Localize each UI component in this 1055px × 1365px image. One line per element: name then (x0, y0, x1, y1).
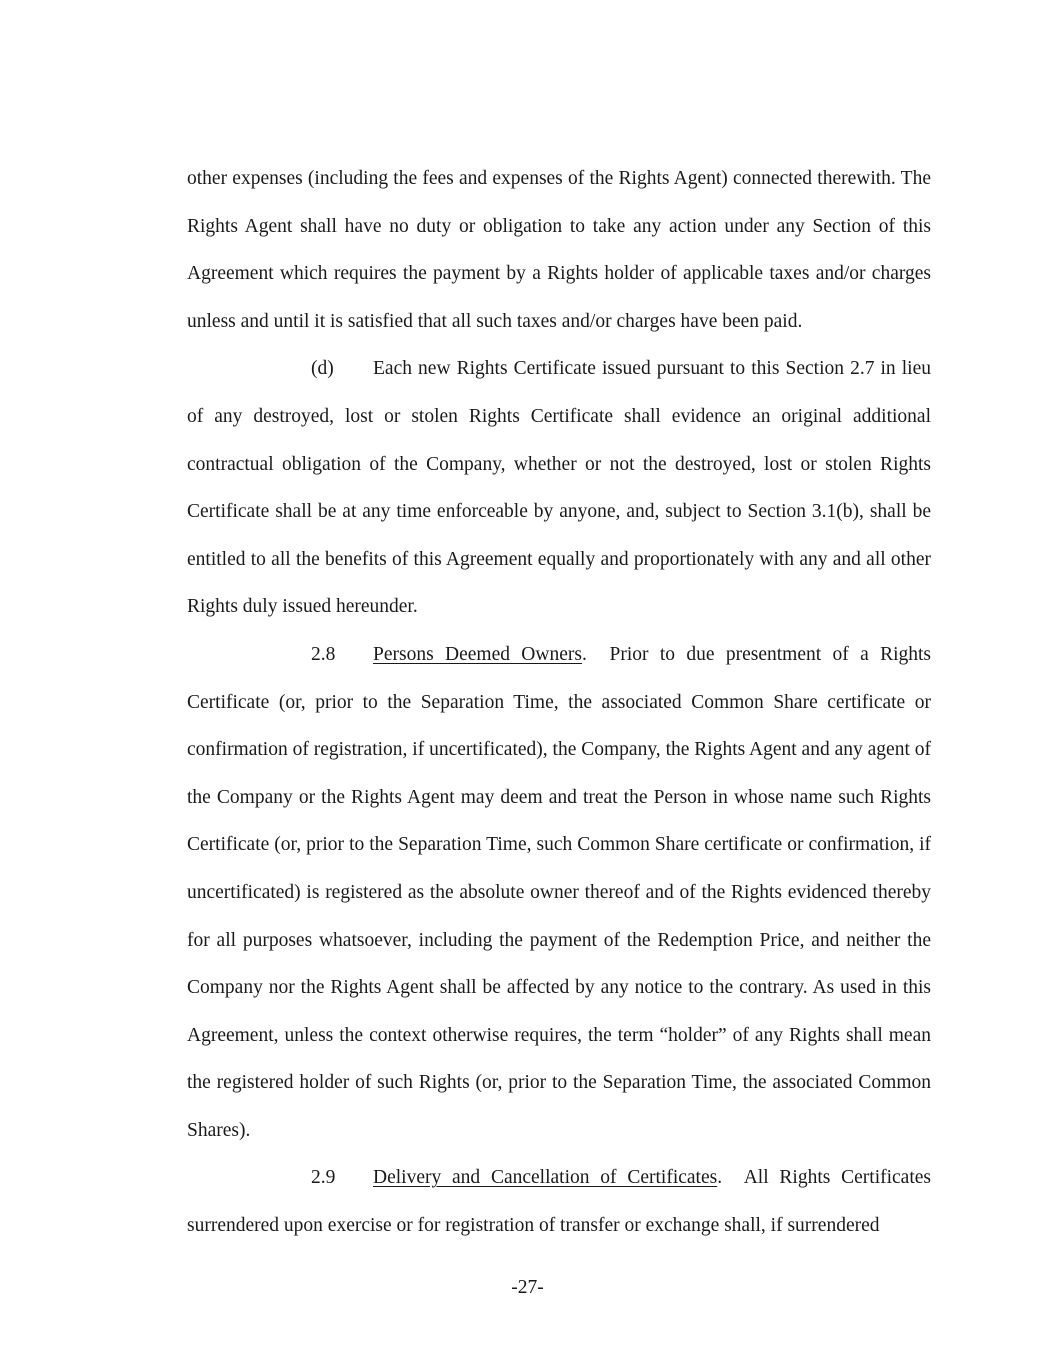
paragraph-d (187, 345, 931, 631)
section-heading: Persons Deemed Owners (373, 643, 582, 665)
paragraph-text: All Rights Certificates surrendered upon exercise or for registration of transfer or exchange shall, if surrendered (187, 1167, 931, 1237)
paragraph-text: Prior to due presentment of a Rights Certificate (or, prior to the Separation Time, the associated Common Share certificate or confirmation of registration, if uncertificated), the Company, the Rights Agent and any agent of the Company or the Rights Agent may deem and treat the Person in whose name such Rights Certificate (or, prior to the Separation Time, such Common Share certificate or confirmation, if uncertificated) is registered as the absolute owner thereof and of the Rights evidenced thereby for all purposes whatsoever, including the payment of the Redemption Price, and neither the Company nor the Rights Agent shall be affected by any notice to the contrary. As used in this Agreement, unless the context otherwise requires, the term “holder” of any Rights shall mean the registered holder of such Rights (or, prior to the Separation Time, the associated Common Shares). (187, 643, 932, 1141)
section-2-8 (187, 631, 931, 1155)
section-number: 2.9 (311, 1167, 336, 1189)
page-number: -27- (511, 1277, 544, 1298)
section-2-9 (187, 1154, 931, 1249)
paragraph-continuation (187, 155, 931, 345)
section-heading: Delivery and Cancellation of Certificates (373, 1167, 718, 1189)
paragraph-text: other expenses (including the fees and expenses of the Rights Agent) connected therewith. The Rights Agent shall have no duty or obligation to take any action under any Section of this Agreement which requires the payment by a Rights holder of applicable taxes and/or charges unless and until it is satisfied that all such taxes and/or charges have been paid. (187, 168, 931, 332)
heading-punctuation: . (581, 643, 587, 665)
section-number: 2.8 (311, 643, 336, 665)
paragraph-number: (d) (311, 358, 334, 380)
document-body (187, 155, 931, 1250)
paragraph-text: Each new Rights Certificate issued pursuant to this Section 2.7 in lieu of any destroyed, lost or stolen Rights Certificate shall evidence an original additional contractual obligation of the Company, whether or not the destroyed, lost or stolen Rights Certificate shall be at any time enforceable by anyone, and, subject to Section 3.1(b), shall be entitled to all the benefits of this Agreement equally and proportionately with any and all other Rights duly issued hereunder. (187, 358, 931, 618)
heading-punctuation: . (717, 1167, 723, 1189)
